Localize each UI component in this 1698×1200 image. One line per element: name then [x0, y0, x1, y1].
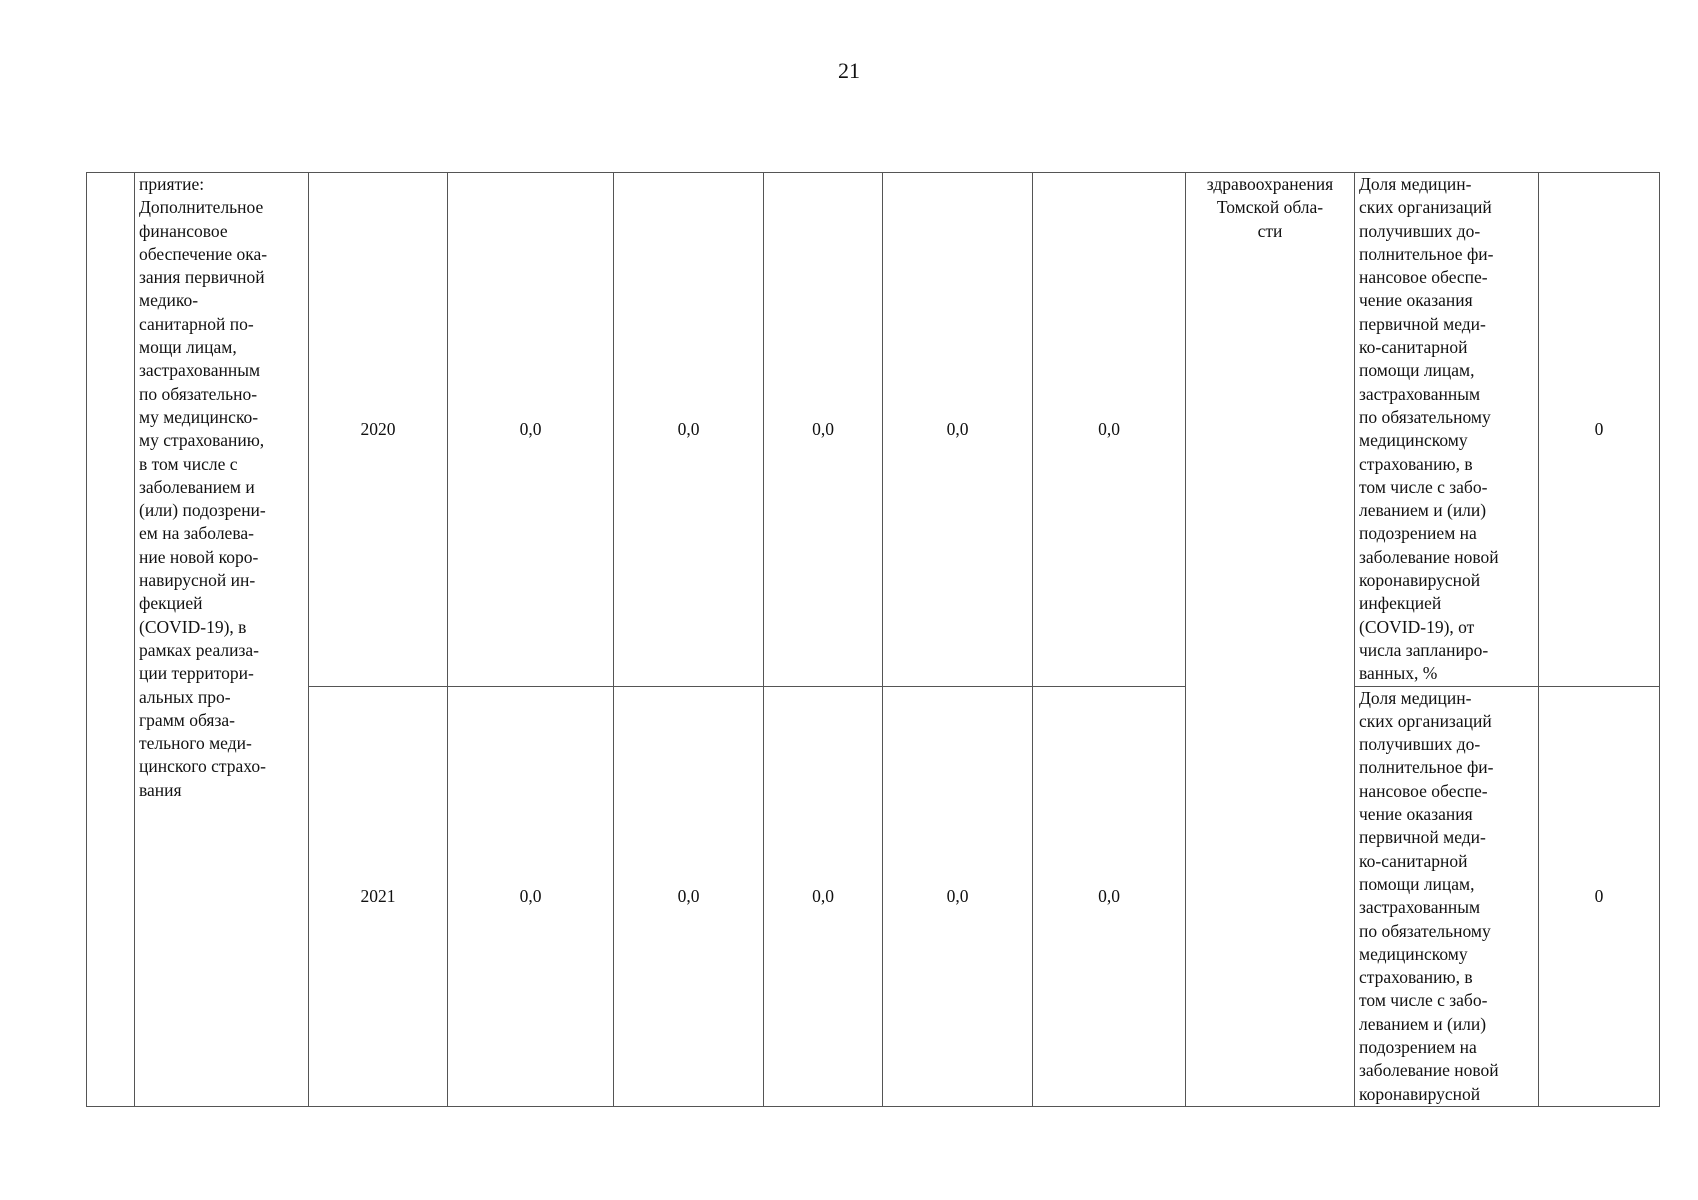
- year-cell: 2021: [309, 686, 448, 1106]
- program-table: [86, 172, 1660, 1107]
- regional-budget-cell: 0,0: [764, 173, 883, 687]
- local-budget-cell: 0,0: [883, 173, 1033, 687]
- indicator-cell: Доля медицин- ских организаций получивших до- полнительное фи- нансовое обеспе- чение оказания первичной меди- ко-санитарной помощи лицам, застрахованным по обязательному медицинскому страхованию, в том числе с забо- леванием и (или) подозрением на заболевание новой коронавирусной инфекцией (COVID-19), от числа запланиро- ванных, %: [1355, 173, 1539, 687]
- page-number: 21: [838, 58, 860, 83]
- target-value-cell: 0: [1539, 686, 1660, 1106]
- local-budget-cell: 0,0: [883, 686, 1033, 1106]
- regional-budget-cell: 0,0: [764, 686, 883, 1106]
- federal-budget-cell: 0,0: [614, 686, 764, 1106]
- executor-cell: здравоохранения Томской обла- сти: [1186, 173, 1355, 1107]
- target-value-cell: 0: [1539, 173, 1660, 687]
- table-row: [87, 686, 1660, 1106]
- indicator-cell: Доля медицин- ских организаций получивших до- полнительное фи- нансовое обеспе- чение оказания первичной меди- ко-санитарной помощи лицам, застрахованным по обязательному медицинскому страхованию, в том числе с забо- леванием и (или) подозрением на заболевание новой коронавирусной: [1355, 686, 1539, 1106]
- total-funding-cell: 0,0: [448, 686, 614, 1106]
- other-sources-cell: 0,0: [1033, 173, 1186, 687]
- total-funding-cell: 0,0: [448, 173, 614, 687]
- federal-budget-cell: 0,0: [614, 173, 764, 687]
- row-number-cell: [87, 173, 135, 1107]
- activity-description-cell: приятие: Дополнительное финансовое обеспечение ока- зания первичной медико- санитарной по- мощи лицам, застрахованным по обязательно- му медицинско- му страхованию, в том числе с заболеванием и (или) подозрени- ем на заболева- ние новой коро- навирусной ин- фекцией (COVID-19), в рамках реализа- ции территори- альных про- грамм обяза- тельного меди- цинского страхо- вания: [135, 173, 309, 1107]
- table-row: [87, 173, 1660, 687]
- year-cell: 2020: [309, 173, 448, 687]
- other-sources-cell: 0,0: [1033, 686, 1186, 1106]
